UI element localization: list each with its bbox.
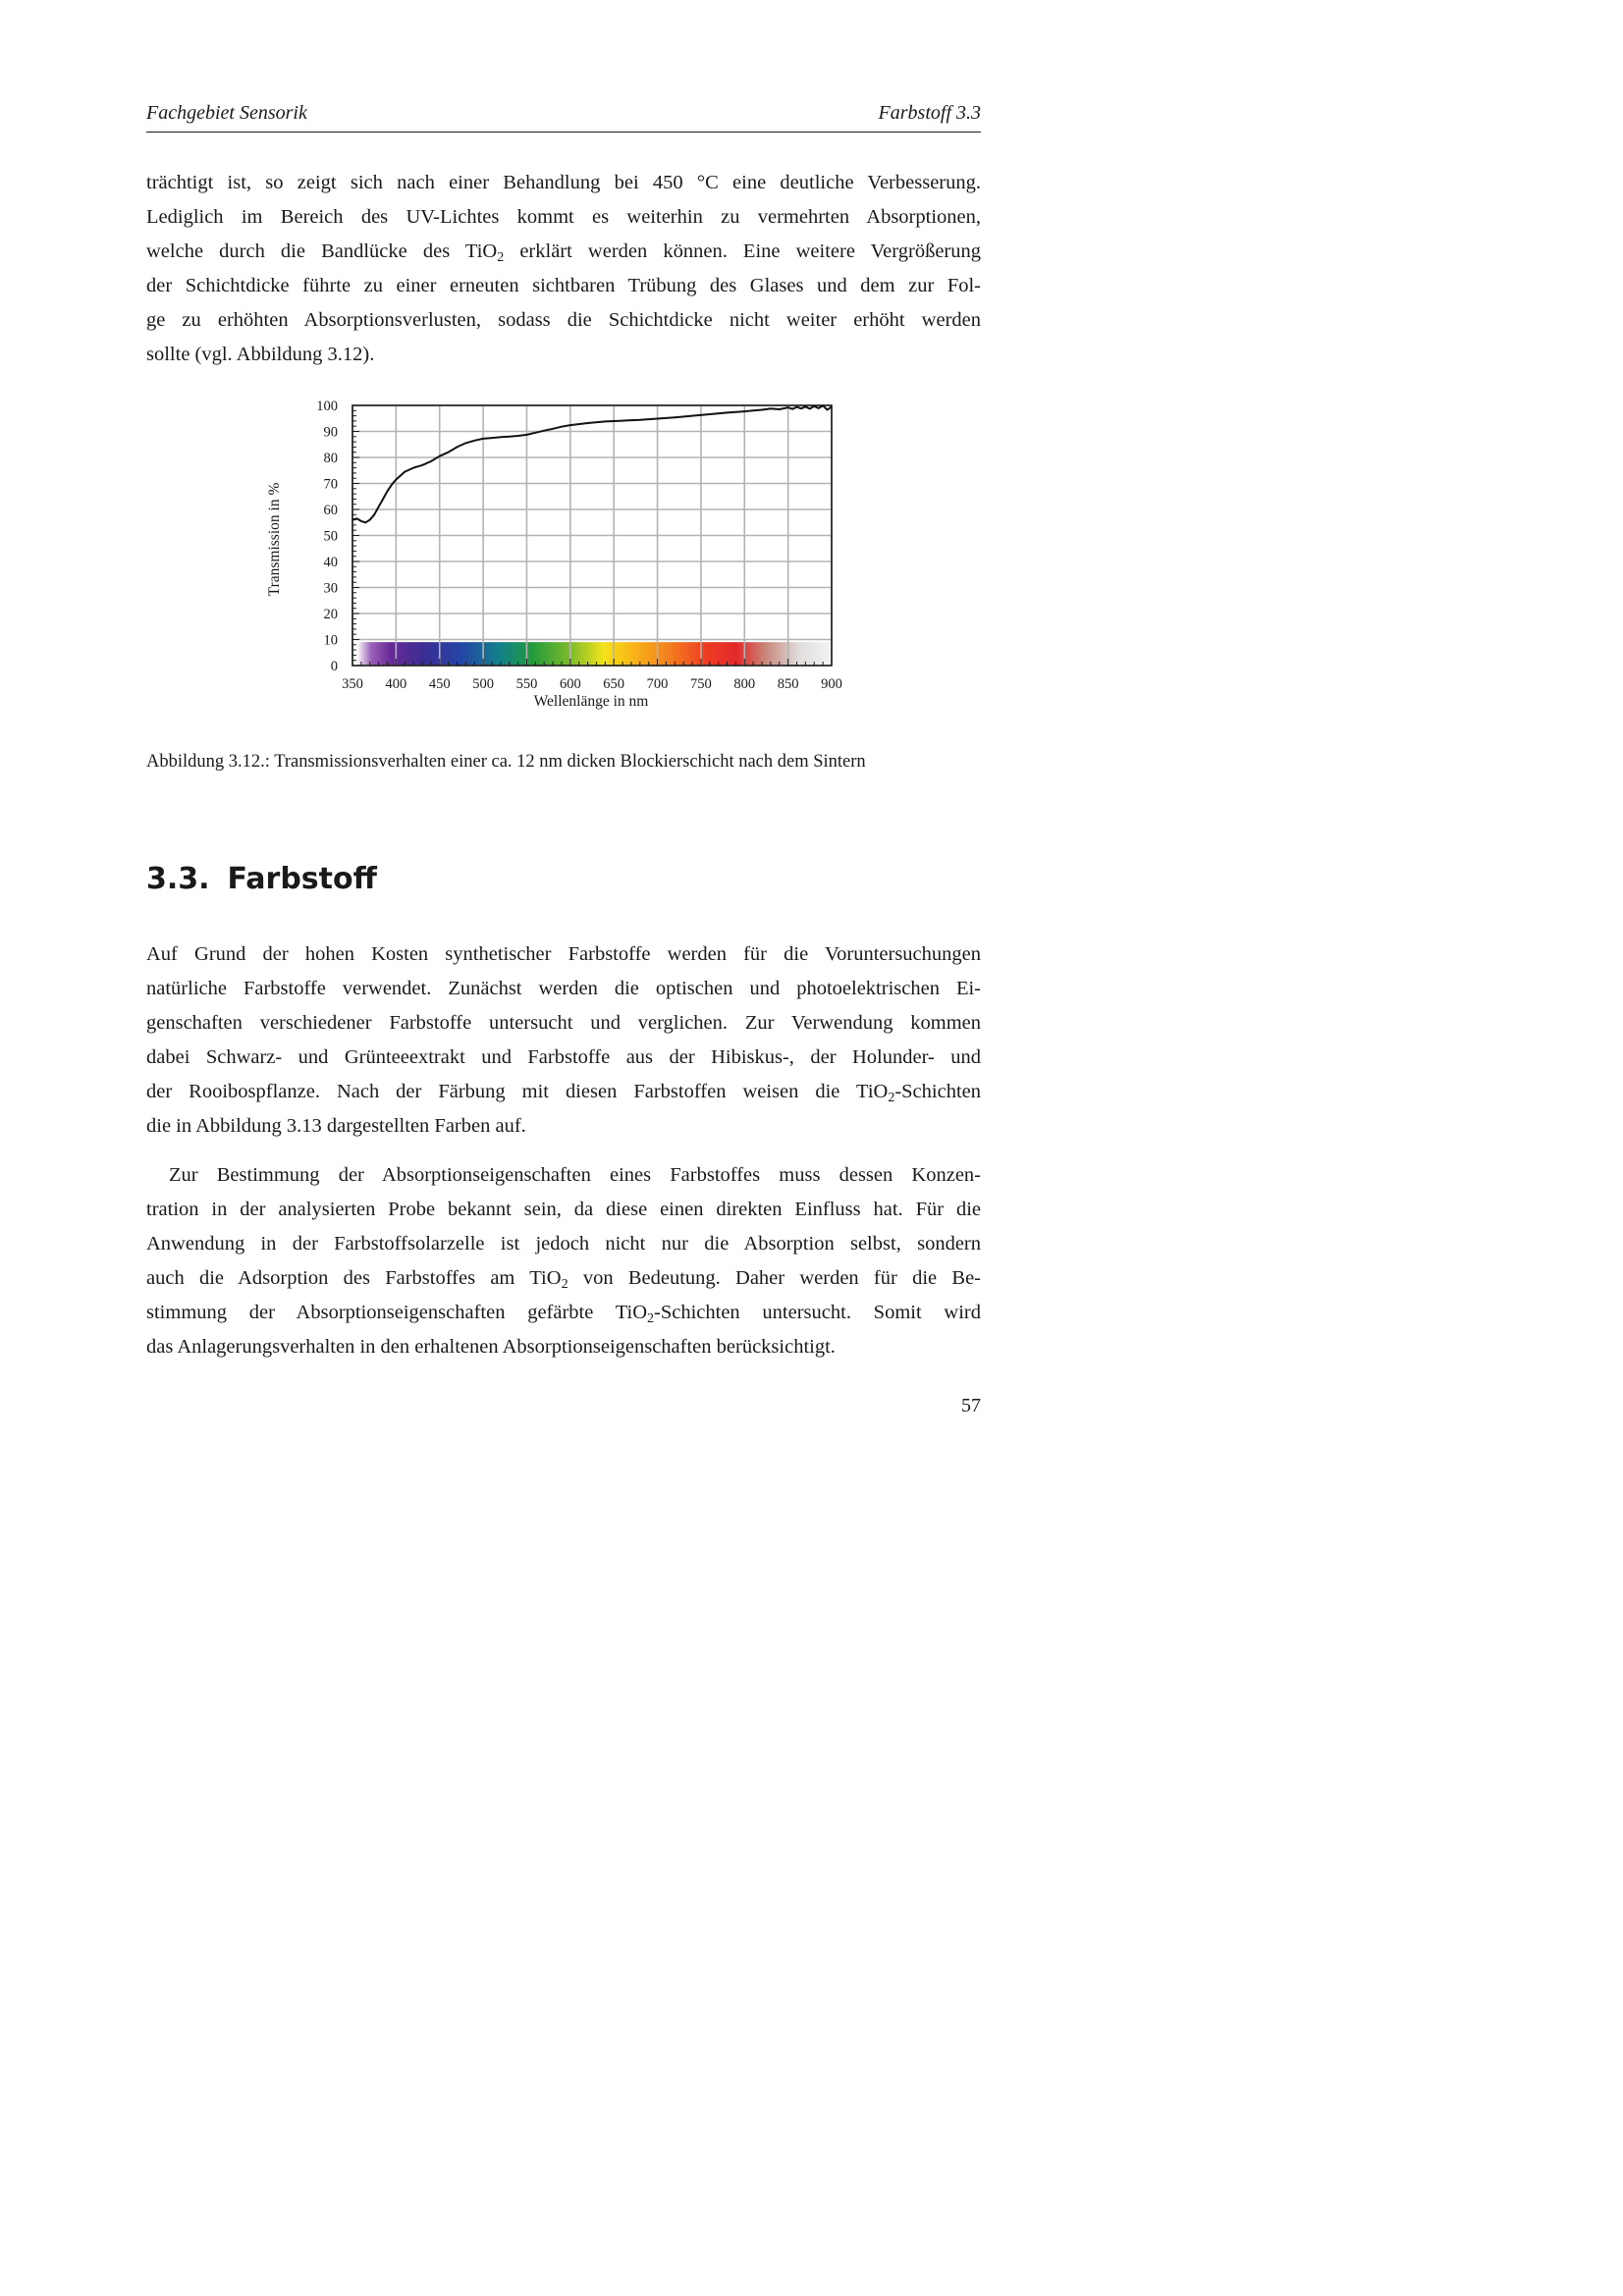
text-line: Anwendung in der Farbstoffsolarzelle ist jedoch nicht nur die Absorption selbst, sondern	[146, 1233, 981, 1255]
x-tick-label: 850	[777, 676, 799, 692]
x-tick-label: 450	[428, 676, 451, 692]
y-tick-label: 60	[323, 503, 338, 518]
text-line: genschaften verschiedener Farbstoffe untersucht und verglichen. Zur Verwendung kommen	[146, 1012, 981, 1034]
section-heading	[146, 862, 377, 896]
text-line: das Anlagerungsverhalten in den erhaltenen Absorptionseigenschaften berücksichtigt.	[146, 1336, 836, 1358]
text-line: sollte (vgl. Abbildung 3.12).	[146, 344, 375, 365]
text-line: tration in der analysierten Probe bekannt sein, da diese einen direkten Einfluss hat. Für die	[146, 1199, 981, 1220]
x-tick-label: 700	[646, 676, 669, 692]
text-line: der Schichtdicke führte zu einer erneuten sichtbaren Trübung des Glases und dem zur Fol-	[146, 275, 981, 296]
y-tick-label: 50	[323, 528, 338, 545]
text-line: welche durch die Bandlücke des TiO$_2$ erklärt werden können. Eine weitere Vergrößerung	[146, 240, 981, 265]
section-title-text: Farbstoff	[227, 862, 377, 896]
spectrum-band	[356, 642, 832, 666]
transmission-chart	[236, 388, 864, 721]
y-tick-label: 90	[323, 424, 338, 441]
y-tick-label: 10	[323, 632, 338, 649]
x-tick-label: 900	[821, 676, 842, 692]
text-line: auch die Adsorption des Farbstoffes am TiO$_2$ von Bedeutung. Daher werden für die Be-	[146, 1267, 981, 1292]
y-tick-label: 0	[330, 659, 338, 674]
text-line: Zur Bestimmung der Absorptionseigenschaften eines Farbstoffes muss dessen Konzen-	[169, 1164, 981, 1186]
y-tick-label: 80	[323, 451, 338, 466]
text-line: der Rooibospflanze. Nach der Färbung mit diesen Farbstoffen weisen die TiO$_2$-Schichten	[146, 1081, 981, 1105]
x-tick-label: 500	[472, 676, 494, 692]
paragraph-3	[146, 1158, 981, 1364]
x-tick-label: 350	[342, 676, 363, 692]
text-line: ge zu erhöhten Absorptionsverlusten, sodass die Schichtdicke nicht weiter erhöht werden	[146, 309, 981, 331]
x-tick-label: 550	[515, 676, 538, 692]
x-tick-label: 400	[385, 676, 407, 692]
text-line: natürliche Farbstoffe verwendet. Zunächst werden die optischen und photoelektrischen Ei-	[146, 978, 981, 999]
x-tick-label: 750	[690, 676, 712, 692]
y-tick-label: 40	[323, 555, 338, 570]
x-tick-label: 600	[559, 676, 581, 692]
page-number: 57	[961, 1395, 981, 1416]
y-tick-label: 30	[323, 580, 338, 597]
text-line: stimmung der Absorptionseigenschaften gefärbte TiO$_2$-Schichten untersucht. Somit wird	[146, 1302, 981, 1326]
paragraph-1	[146, 166, 981, 372]
y-tick-label: 100	[316, 399, 338, 414]
text-line: trächtigt ist, so zeigt sich nach einer Behandlung bei 450 °C eine deutliche Verbesserung.	[146, 172, 981, 193]
y-axis-label: Transmission in %	[266, 482, 283, 597]
running-head-left: Fachgebiet Sensorik	[146, 102, 307, 124]
text-line: Lediglich im Bereich des UV-Lichtes kommt es weiterhin zu vermehrten Absorptionen,	[146, 206, 981, 228]
series-line-transmission	[352, 405, 832, 522]
x-tick-label: 800	[733, 676, 756, 692]
chart-svg	[236, 388, 864, 721]
x-tick-label: 650	[603, 676, 625, 692]
figure-caption: Abbildung 3.12.: Transmissionsverhalten einer ca. 12 nm dicken Blockierschicht nach dem Sintern	[146, 752, 866, 772]
running-head-right: Farbstoff 3.3	[878, 102, 981, 124]
running-head	[146, 98, 981, 133]
y-tick-label: 70	[323, 476, 338, 493]
y-tick-label: 20	[323, 607, 338, 622]
text-line: die in Abbildung 3.13 dargestellten Farben auf.	[146, 1115, 526, 1137]
text-line: Auf Grund der hohen Kosten synthetischer Farbstoffe werden für die Voruntersuchungen	[146, 943, 981, 965]
x-axis-label: Wellenlänge in nm	[533, 693, 649, 710]
paragraph-2	[146, 937, 981, 1144]
text-line: dabei Schwarz- und Grünteeextrakt und Farbstoffe aus der Hibiskus-, der Holunder- und	[146, 1046, 981, 1068]
section-number: 3.3.	[146, 862, 210, 896]
